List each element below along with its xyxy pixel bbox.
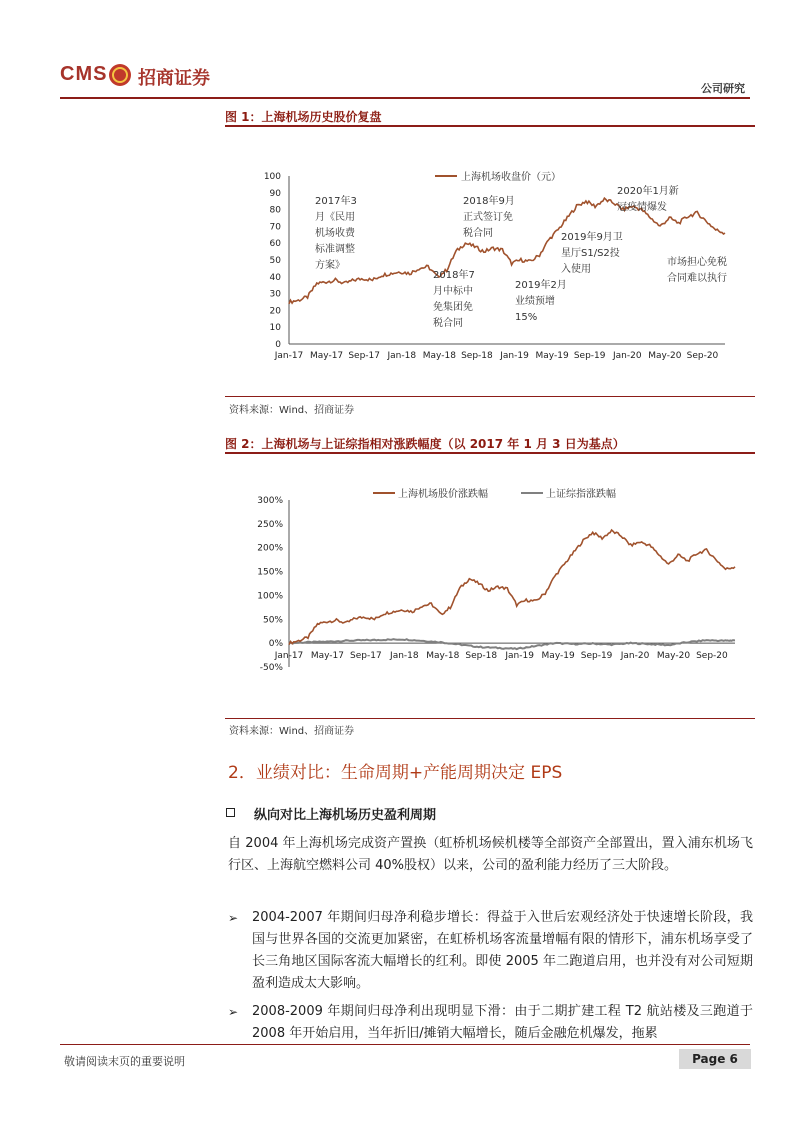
y-tick-label: 40: [269, 272, 281, 283]
x-tick-label: Jan-18: [387, 351, 417, 361]
stock-change-series-line: [289, 530, 735, 645]
y-tick-label: 150%: [257, 567, 283, 578]
y-tick-label: 50: [269, 256, 281, 266]
y-tick-label: 200%: [257, 543, 283, 554]
page-number-badge: Page 6: [679, 1049, 751, 1069]
annotation-2018-9: 2018年9月正式签订免税合同: [463, 196, 515, 239]
y-tick-label: 100%: [257, 591, 283, 602]
bullet-item-1: [228, 907, 753, 995]
intro-paragraph: 自 2004 年上海机场完成资产置换（虹桥机场候机楼等全部资产全部置出，置入浦东机场飞行区、上海航空燃料公司 40%股权）以来，公司的盈利能力经历了三大阶段。: [228, 836, 753, 873]
figure2-title-divider: [225, 452, 755, 454]
figure1-title-divider: [225, 125, 755, 127]
figure2-source: 资料来源：Wind、招商证券: [229, 726, 355, 737]
logo-text: CMS: [60, 63, 108, 85]
figure1-title: 图 1：上海机场历史股价复盘: [225, 110, 382, 124]
x-tick-label: Jan-20: [620, 651, 650, 662]
x-tick-label: Sep-20: [696, 651, 728, 662]
figure1-source: 资料来源：Wind、招商证券: [229, 405, 355, 416]
annotation-2017-3: 2017年3 月《民用机场收费标准调整方案》: [315, 196, 357, 271]
stock-price-chart: [225, 160, 750, 365]
y-tick-label: 250%: [257, 519, 283, 530]
x-tick-label: Jan-17: [274, 351, 304, 361]
y-tick-label: 30: [269, 289, 281, 300]
x-tick-label: Sep-18: [461, 351, 493, 361]
y-tick-label: 10: [269, 323, 281, 334]
y-tick-label: 20: [269, 306, 281, 317]
header-divider: [60, 97, 750, 99]
x-tick-label: Jan-20: [612, 351, 642, 361]
bullet-text-1: 2004-2007 年期间归母净利稳步增长：得益于入世后宏观经济处于快速增长阶段，我国与世界各国的交流更加紧密，在虹桥机场客流量增幅有限的情形下，浦东机场享受了长三角地区国际客流大幅增长的红利。即使 2005 年二跑道启用，也并没有对公司短期盈利造成太大影响。: [252, 910, 753, 991]
x-tick-label: May-19: [535, 351, 569, 361]
report-type-label: 公司研究: [701, 82, 745, 95]
x-tick-label: Sep-19: [573, 351, 606, 361]
section-heading: 2．业绩对比：生命周期+产能周期决定 EPS: [228, 763, 563, 783]
x-tick-label: Sep-20: [686, 351, 719, 361]
y-tick-label: 0%: [268, 639, 283, 650]
legend2b-label: 上证综指涨跌幅: [546, 489, 616, 500]
x-tick-label: May-19: [541, 651, 575, 662]
annotation-2019-9: 2019年9月卫星厅S1/S2投入使用: [561, 232, 623, 275]
annotation-market-worry: 市场担心免税合同难以执行: [667, 257, 727, 284]
footer-divider: [60, 1044, 750, 1045]
arrow-bullet-icon: ➢: [228, 911, 239, 925]
footer-disclaimer: 敬请阅读末页的重要说明: [64, 1055, 185, 1068]
bullet-item-2: [228, 1001, 753, 1045]
logo-chinese-name: 招商证券: [138, 68, 210, 89]
section-subheading: 纵向对比上海机场历史盈利周期: [254, 808, 437, 823]
x-tick-label: Jan-19: [500, 351, 529, 361]
relative-change-chart: [225, 480, 750, 675]
y-tick-label: 100: [263, 172, 281, 182]
y-tick-label: 70: [269, 222, 281, 233]
legend2a-label: 上海机场股价涨跌幅: [398, 489, 488, 500]
x-tick-label: Sep-17: [348, 351, 381, 361]
x-tick-label: Jan-19: [505, 651, 534, 662]
figure1-source-divider: [225, 396, 755, 397]
legend1-label: 上海机场收盘价（元）: [461, 172, 561, 183]
x-tick-label: Sep-17: [350, 651, 382, 662]
annotation-2020-1: 2020年1月新冠疫情爆发: [617, 186, 679, 213]
bullet-text-2: 2008-2009 年期间归母净利出现明显下滑：由于二期扩建工程 T2 航站楼及三跑道于 2008 年开始启用，当年折旧/摊销大幅增长，随后金融危机爆发，拖累: [252, 1004, 753, 1041]
x-tick-label: May-20: [648, 351, 682, 361]
chart1-annotations: [315, 184, 727, 329]
annotation-2018-7: 2018年7 月中标中免集团免税合同: [433, 270, 475, 329]
index-change-series-line: [289, 639, 735, 649]
arrow-bullet-icon: ➢: [228, 1005, 239, 1019]
annotation-2019-2: 2019年2月业绩预增 15%: [515, 280, 567, 323]
x-tick-label: Sep-19: [580, 651, 613, 662]
y-tick-label: 0: [275, 340, 281, 350]
x-tick-label: May-18: [426, 651, 460, 662]
y-tick-label: 90: [269, 188, 281, 199]
x-tick-label: May-17: [310, 351, 344, 361]
y-tick-label: 50%: [262, 615, 283, 626]
x-tick-label: May-18: [422, 351, 456, 361]
figure2-title: 图 2：上海机场与上证综指相对涨跌幅度（以 2017 年 1 月 3 日为基点）: [225, 437, 625, 451]
square-bullet-icon: [226, 808, 235, 817]
x-tick-label: Jan-17: [274, 651, 304, 662]
x-tick-label: May-20: [656, 651, 691, 662]
logo-emblem-icon: [108, 63, 132, 87]
y-tick-label: 300%: [257, 496, 283, 506]
x-tick-label: May-17: [310, 651, 345, 662]
x-tick-label: Sep-18: [465, 651, 498, 662]
y-tick-label: 60: [269, 239, 281, 250]
y-tick-label: -50%: [259, 663, 283, 673]
y-tick-label: 80: [269, 205, 281, 216]
figure2-source-divider-top: [225, 718, 755, 719]
x-tick-label: Jan-18: [390, 651, 419, 662]
